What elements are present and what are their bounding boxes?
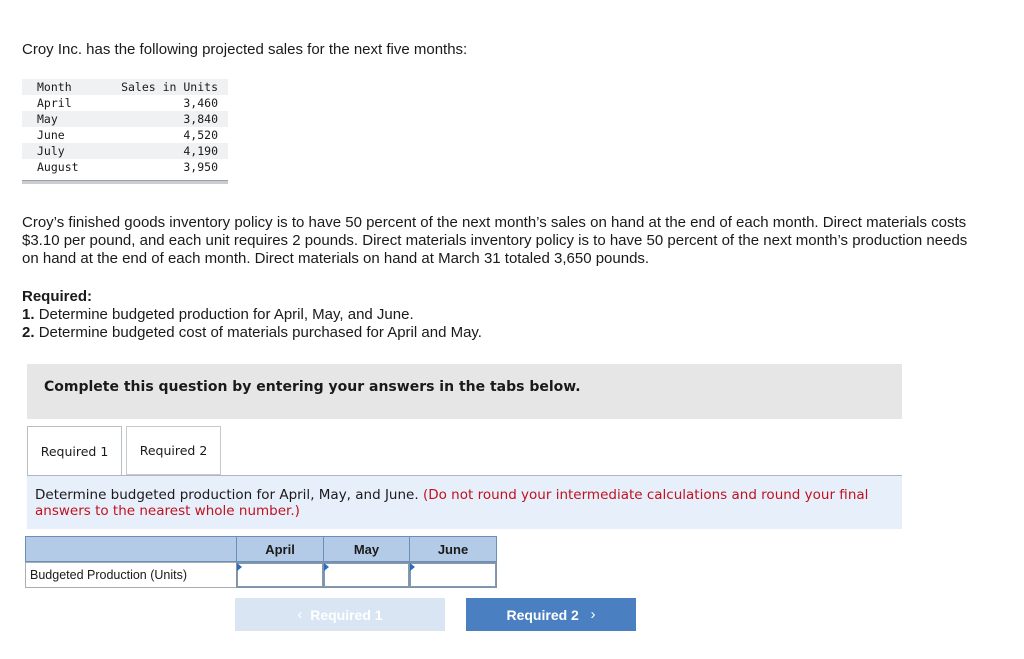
tab-required-1[interactable]: Required 1 [27, 426, 122, 475]
instruction-text: Complete this question by entering your answers in the tabs below. [44, 379, 581, 395]
sales-table [22, 79, 228, 175]
problem-paragraph: Croy’s finished goods inventory policy is to have 50 percent of the next month’s sales on hand at the end of each month. Direct materials costs $3.10 per pound, and each unit requires 2 pounds. Direct materials inventory policy is to have 50 percent of the next month’s production needs on hand at the end of each month. Direct materials on hand at March 31 totaled 3,650 pounds. [22, 214, 968, 267]
april-production-input[interactable] [237, 563, 323, 587]
column-header-sales: Sales in Units [121, 80, 218, 94]
column-header-may: May [323, 536, 410, 562]
required-item-1 [22, 306, 414, 323]
grid-header-blank [25, 536, 237, 562]
row-label-budgeted-production: Budgeted Production (Units) [25, 562, 237, 588]
question-text [35, 487, 895, 519]
sales-cell: 3,950 [183, 160, 218, 174]
table-row [22, 159, 228, 175]
tab-required-2[interactable]: Required 2 [126, 426, 221, 475]
month-cell: July [37, 144, 65, 158]
input-marker-icon [324, 563, 329, 571]
column-header-month: Month [37, 80, 72, 94]
column-header-june: June [409, 536, 497, 562]
previous-button-label: Required 1 [310, 606, 383, 623]
input-marker-icon [237, 563, 242, 571]
required-item-number: 2. [22, 324, 35, 341]
chevron-right-icon: › [590, 606, 596, 623]
sales-cell: 4,520 [183, 128, 218, 142]
column-header-april: April [236, 536, 324, 562]
required-item-number: 1. [22, 306, 35, 323]
sales-cell: 4,190 [183, 144, 218, 158]
table-row [22, 111, 228, 127]
required-item-text: Determine budgeted production for April, May, and June. [38, 306, 414, 323]
chevron-left-icon: ‹ [297, 606, 303, 623]
month-cell: May [37, 112, 58, 126]
table-bottom-bar [22, 181, 228, 184]
table-row [22, 143, 228, 159]
april-input-cell [236, 562, 324, 588]
may-production-input[interactable] [324, 563, 409, 587]
previous-required-button[interactable] [235, 598, 445, 631]
sales-cell: 3,840 [183, 112, 218, 126]
required-item-text: Determine budgeted cost of materials purchased for April and May. [38, 324, 482, 341]
next-button-label: Required 2 [506, 606, 579, 623]
intro-text: Croy Inc. has the following projected sales for the next five months: [22, 41, 468, 58]
table-row [22, 95, 228, 111]
month-cell: June [37, 128, 65, 142]
required-item-2 [22, 324, 482, 341]
answer-grid [25, 536, 497, 588]
table-row [22, 127, 228, 143]
rounding-note: (Do not round your intermediate calculations and round your final answers to the nearest whole number.) [35, 487, 869, 519]
question-prompt: Determine budgeted production for April, May, and June. [35, 487, 419, 503]
june-input-cell [409, 562, 497, 588]
next-required-button[interactable] [466, 598, 636, 631]
sales-cell: 3,460 [183, 96, 218, 110]
month-cell: April [37, 96, 72, 110]
required-heading: Required: [22, 288, 93, 305]
may-input-cell [323, 562, 410, 588]
june-production-input[interactable] [410, 563, 496, 587]
month-cell: August [37, 160, 79, 174]
sales-table-header [22, 79, 228, 95]
input-marker-icon [410, 563, 415, 571]
